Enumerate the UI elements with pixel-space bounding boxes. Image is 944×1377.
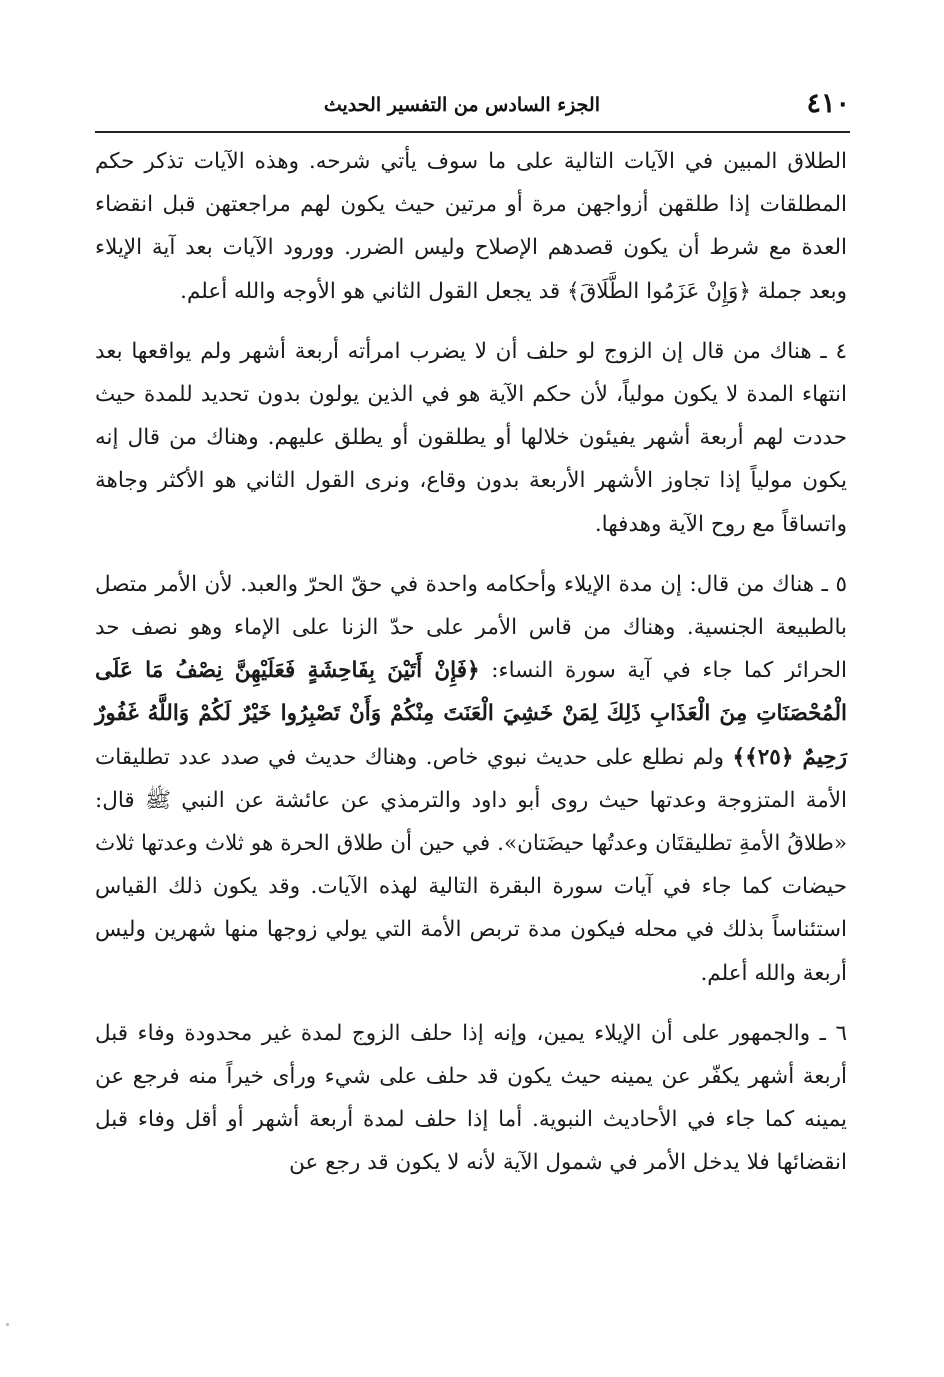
paragraph-3-text-before: ٥ ـ هناك من قال: إن مدة الإيلاء وأحكامه واحدة في حقّ الحرّ والعبد. لأن الأمر متصل بالطبيعة الجنسية. وهناك من قاس الأمر على حدّ الزنا على الإماء وهو نصف حد الحرائر كما جاء في آية سورة النساء:	[95, 571, 847, 684]
paragraph-3-text-after: ولم نطلع على حديث نبوي خاص. وهناك حديث في صدد عدد تطليقات الأمة المتزوجة وعدتها حيث روى أبو داود والترمذي عن عائشة عن النبي ﷺ قال: «طلاقُ الأمةِ تطليقتَان وعدتُها حيضَتان». في حين أن طلاق الحرة هو ثلاث وعدتها ثلاث حيضات كما جاء في آيات سورة البقرة التالية لهذه الآيات. وقد يكون ذلك القياس استئناساً بذلك في محله فيكون مدة تربص الأمة التي يولي زوجها منها شهرين وليس أربعة والله أعلم.	[95, 744, 847, 986]
paragraph-4	[95, 1012, 847, 1185]
paragraph-4-text: ٦ ـ والجمهور على أن الإيلاء يمين، وإنه إذا حلف الزوج لمدة غير محدودة وفاء قبل أربعة أشهر يكفّر عن يمينه حيث يكون قد حلف على شيء ورأى خيراً منه فرجع عن يمينه كما جاء في الأحاديث النبوية. أما إذا حلف لمدة أربعة أشهر أو أقل وفاء قبل انقضائها فلا يدخل الأمر في شمول الآية لأنه لا يكون قد رجع عن	[95, 1020, 847, 1176]
header-rule	[95, 131, 850, 133]
running-title: الجزء السادس من التفسير الحديث	[323, 94, 600, 116]
paragraph-2	[95, 330, 847, 546]
paragraph-3	[95, 563, 847, 995]
quran-verse: ﴿فَإِنْ أَتَيْنَ بِفَاحِشَةٍ فَعَلَيْهِنَّ نِصْفُ مَا عَلَى الْمُحْصَنَاتِ مِنَ الْعَذَابِ ذَلِكَ لِمَنْ خَشِيَ الْعَنَتَ مِنْكُمْ وَأَنْ تَصْبِرُوا خَيْرٌ لَكُمْ وَاللَّهُ غَفُورٌ رَحِيمٌ ﴿٢٥﴾﴾	[95, 658, 847, 770]
paragraph-1	[95, 140, 847, 313]
margin-mark	[6, 1323, 9, 1326]
page-number: ٤١٠	[806, 88, 850, 119]
body-text	[95, 140, 847, 1185]
paragraph-1-text: الطلاق المبين في الآيات التالية على ما سوف يأتي شرحه. وهذه الآيات تذكر حكم المطلقات إذا طلقهن أزواجهن مرة أو مرتين حيث يكون لهم مراجعتهن قبل انقضاء العدة مع شرط أن يكون قصدهم الإصلاح وليس الضرر. وورود الآيات بعد آية الإيلاء وبعد جملة ﴿وَإِنْ عَزَمُوا الطَّلَاقَ﴾ قد يجعل القول الثاني هو الأوجه والله أعلم.	[95, 149, 847, 304]
paragraph-2-text: ٤ ـ هناك من قال إن الزوج لو حلف أن لا يضرب امرأته أربعة أشهر ولم يواقعها بعد انتهاء المدة لا يكون مولياً، لأن حكم الآية هو في الذين يولون بدون تحديد للمدة حيث حددت لهم أربعة أشهر يفيئون خلالها أو يطلقون أو يطلق عليهم. وهناك من قال إنه يكون مولياً إذا تجاوز الأشهر الأربعة بدون وقاع، ونرى القول الثاني هو الأكثر وجاهة واتساقاً مع روح الآية وهدفها.	[95, 338, 847, 537]
page-header	[95, 86, 850, 126]
